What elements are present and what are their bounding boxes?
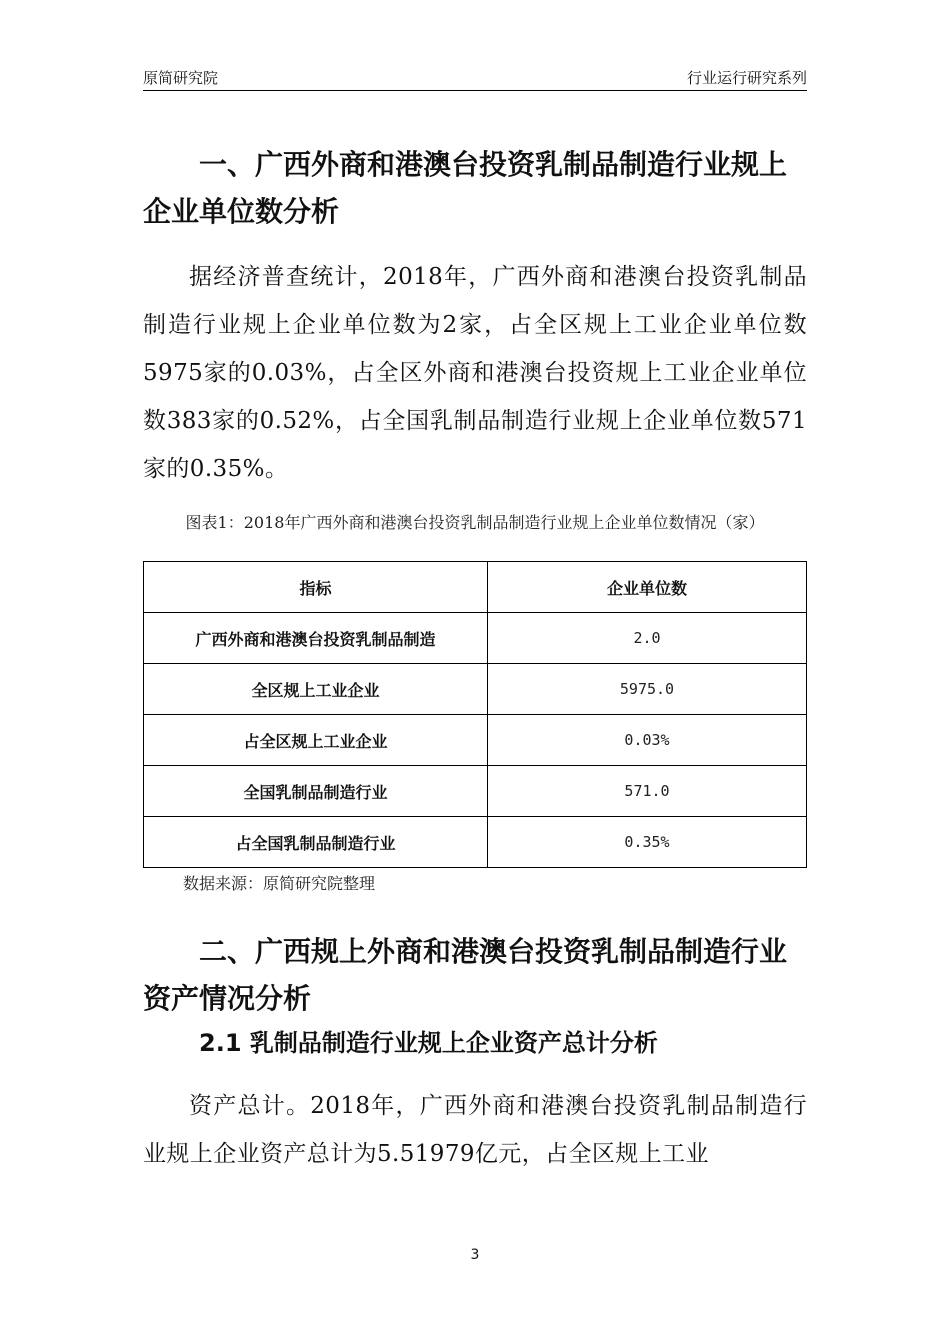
row-value: 571.0 xyxy=(488,766,807,817)
header-rule xyxy=(143,90,807,91)
header-right: 行业运行研究系列 xyxy=(686,69,807,87)
section1-paragraph: 据经济普查统计，2018年，广西外商和港澳台投资乳制品制造行业规上企业单位数为2家，占全区规上工业企业单位数5975家的0.03%，占全区外商和港澳台投资规上工业企业单位数383家的0.52%，占全国乳制品制造行业规上企业单位数571家的0.35%。 xyxy=(143,264,807,482)
row-name: 全区规上工业企业 xyxy=(144,664,488,715)
table-source: 数据来源：原简研究院整理 xyxy=(183,874,376,893)
header-left: 原简研究院 xyxy=(143,69,219,87)
row-value: 0.35% xyxy=(488,817,807,868)
table-row xyxy=(144,664,807,715)
table-row xyxy=(144,817,807,868)
page-number: 3 xyxy=(470,1247,480,1263)
table-header-row xyxy=(144,562,807,613)
table-row xyxy=(144,766,807,817)
row-value: 2.0 xyxy=(488,613,807,664)
table-row xyxy=(144,613,807,664)
row-name: 全国乳制品制造行业 xyxy=(144,766,488,817)
table-row xyxy=(144,715,807,766)
data-table xyxy=(143,561,807,868)
column-header-indicator: 指标 xyxy=(144,562,488,613)
section2-subtitle: 2.1 乳制品制造行业规上企业资产总计分析 xyxy=(199,1029,658,1057)
row-value: 0.03% xyxy=(488,715,807,766)
table-caption: 图表1：2018年广西外商和港澳台投资乳制品制造行业规上企业单位数情况（家） xyxy=(185,513,765,532)
section1-title: 一、广西外商和港澳台投资乳制品制造行业规上企业单位数分析 xyxy=(143,148,788,228)
row-name: 广西外商和港澳台投资乳制品制造 xyxy=(144,613,488,664)
section2-paragraph: 资产总计。2018年，广西外商和港澳台投资乳制品制造行业规上企业资产总计为5.51979亿元，占全区规上工业 xyxy=(143,1093,807,1167)
row-value: 5975.0 xyxy=(488,664,807,715)
row-name: 占全区规上工业企业 xyxy=(144,715,488,766)
column-header-count: 企业单位数 xyxy=(488,562,807,613)
section2-title: 二、广西规上外商和港澳台投资乳制品制造行业资产情况分析 xyxy=(143,935,788,1015)
row-name: 占全国乳制品制造行业 xyxy=(144,817,488,868)
